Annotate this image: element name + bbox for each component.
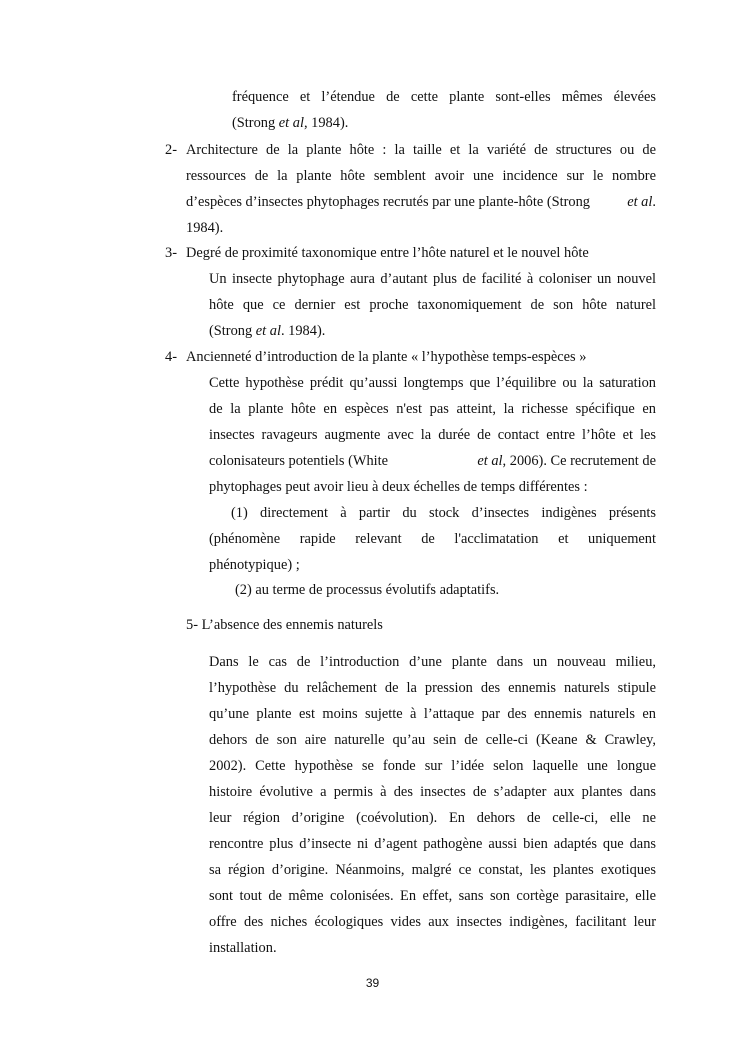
page-number: 39 (365, 976, 380, 990)
text-line: insectes ravageurs augmente avec la durée de contact entre l’hôte et les (209, 427, 656, 443)
text-line: sa région d’origine. Néanmoins, malgré ce constat, les plantes exotiques (209, 862, 656, 878)
section-heading: Degré de proximité taxonomique entre l’hôte naturel et le nouvel hôte (186, 245, 589, 261)
text-line: (2) au terme de processus évolutifs adaptatifs. (235, 582, 500, 598)
text-line: histoire évolutive a permis à des insectes de s’adapter aux plantes dans (209, 784, 656, 800)
list-number: 3- (165, 245, 177, 261)
text-line: Cette hypothèse prédit qu’aussi longtemps que l’équilibre ou la saturation (209, 375, 656, 391)
text-line: 2002). Cette hypothèse se fonde sur l’idée selon laquelle une longue (209, 758, 656, 774)
text-line: Dans le cas de l’introduction d’une plante dans un nouveau milieu, (209, 654, 656, 670)
text-line: d’espèces d’insectes phytophages recrutés par une plante-hôte (Strong et al. (186, 194, 656, 210)
text-line: phytophages peut avoir lieu à deux échelles de temps différentes : (209, 479, 588, 495)
list-number: 4- (165, 349, 177, 365)
text-line: de la plante hôte en espèces n'est pas atteint, la richesse spécifique en (209, 401, 656, 417)
text-line: rencontre plus d’insecte ni d’agent pathogène aussi bien adaptés que dans (209, 836, 656, 852)
section-heading: Ancienneté d’introduction de la plante « l’hypothèse temps-espèces » (186, 349, 587, 365)
text-line: sont tout de même colonisées. En effet, sans son cortège parasitaire, elle (209, 888, 656, 904)
text-line: leur région d’origine (coévolution). En dehors de celle-ci, elle ne (209, 810, 656, 826)
text-line: (phénomène rapide relevant de l'acclimatation et uniquement (209, 531, 656, 547)
text-line: fréquence et l’étendue de cette plante sont-elles mêmes élevées (232, 89, 656, 105)
text-line: Architecture de la plante hôte : la taille et la variété de structures ou de (186, 142, 656, 158)
text-line: 1984). (186, 220, 224, 236)
text-line: installation. (209, 940, 277, 956)
text-line: (Strong et al. 1984). (209, 323, 326, 339)
text-line: (1) directement à partir du stock d’insectes indigènes présents (231, 505, 656, 521)
text-line: colonisateurs potentiels (White et al, 2006). Ce recrutement de (209, 453, 656, 469)
text-line: phénotypique) ; (209, 557, 300, 573)
text-line: Un insecte phytophage aura d’autant plus de facilité à coloniser un nouvel (209, 271, 656, 287)
text-line: (Strong et al, 1984). (232, 115, 349, 131)
text-line: offre des niches écologiques vides aux insectes indigènes, facilitant leur (209, 914, 656, 930)
list-number: 2- (165, 142, 177, 158)
text-line: l’hypothèse du relâchement de la pression des ennemis naturels stipule (209, 680, 656, 696)
text-line: ressources de la plante hôte semblent avoir une incidence sur le nombre (186, 168, 656, 184)
text-line: dehors de son aire naturelle qu’au sein de celle-ci (Keane & Crawley, (209, 732, 656, 748)
text-line: qu’une plante est moins sujette à l’attaque par des ennemis naturels en (209, 706, 656, 722)
section-heading: 5- L’absence des ennemis naturels (186, 617, 383, 633)
text-line: hôte que ce dernier est proche taxonomiquement de son hôte naturel (209, 297, 656, 313)
